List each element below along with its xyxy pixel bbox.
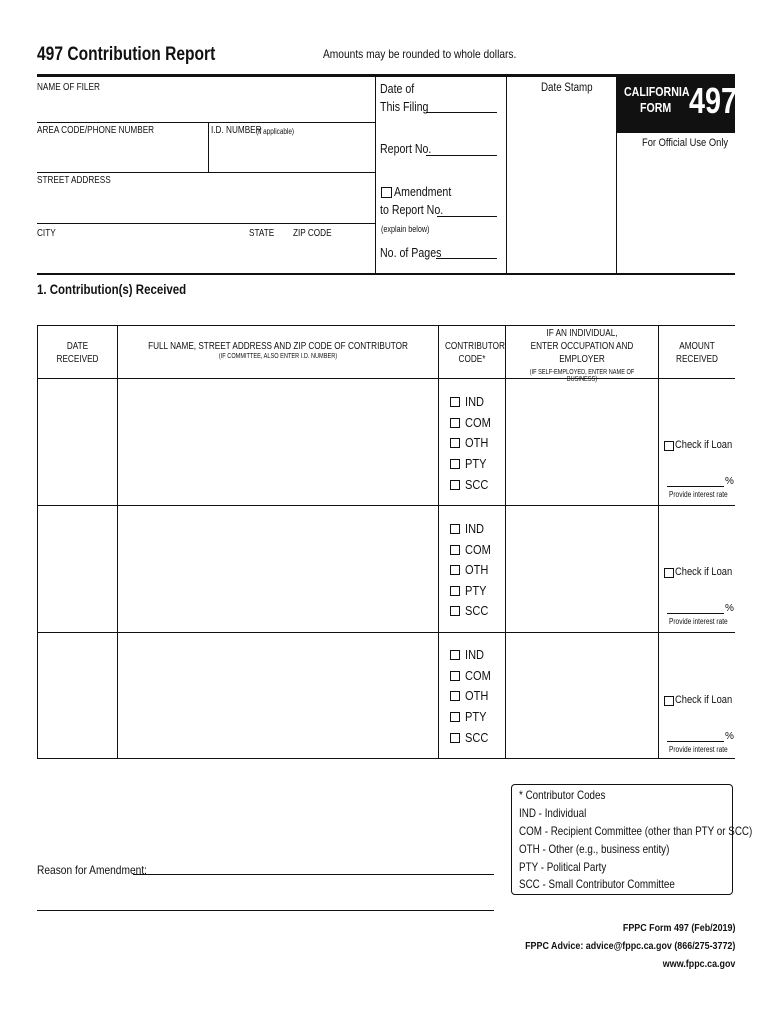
- report-number-input[interactable]: [426, 143, 497, 156]
- code-scc-label: SCC: [465, 603, 489, 618]
- col-header-amount: [666, 340, 728, 366]
- street-address-label: STREET ADDRESS: [37, 175, 111, 186]
- phone-field[interactable]: [37, 138, 206, 170]
- code-pty-label: PTY: [465, 583, 487, 598]
- percent-sign: %: [725, 603, 734, 614]
- california-label: CALIFORNIA: [624, 85, 690, 99]
- col-header-occupation-note: (IF SELF-EMPLOYED, ENTER NAME OF BUSINESS): [529, 369, 635, 383]
- report-number-label: Report No.: [380, 142, 432, 156]
- col-header-date: [45, 340, 110, 366]
- loan-checkbox[interactable]: [664, 568, 674, 578]
- loan-label: Check if Loan: [675, 694, 733, 706]
- code-scc-label: SCC: [465, 730, 489, 745]
- percent-sign: %: [725, 731, 734, 742]
- number-of-pages-label: No. of Pages: [380, 246, 442, 260]
- amendment-report-input[interactable]: [437, 204, 497, 217]
- code-ind-checkbox[interactable]: [450, 650, 460, 660]
- code-pty-checkbox[interactable]: [450, 459, 460, 469]
- date-of-filing-label-2: This Filing: [380, 100, 429, 114]
- legend-line-pty: PTY - Political Party: [519, 860, 607, 874]
- col-header-code-line: CODE*: [458, 354, 486, 365]
- col-header-occupation-line: ENTER OCCUPATION AND EMPLOYER: [530, 341, 634, 365]
- code-ind-label: IND: [465, 647, 485, 662]
- legend-line-oth: OTH - Other (e.g., business entity): [519, 842, 670, 856]
- code-pty-checkbox[interactable]: [450, 712, 460, 722]
- percent-sign: %: [725, 476, 734, 487]
- number-of-pages-input[interactable]: [436, 246, 497, 259]
- phone-label: AREA CODE/PHONE NUMBER: [37, 125, 155, 136]
- col-header-contributor: [118, 340, 438, 360]
- col-header-occupation-line: IF AN INDIVIDUAL,: [546, 328, 618, 339]
- form-title: 497 Contribution Report: [37, 44, 216, 65]
- amendment-checkbox[interactable]: [381, 187, 392, 198]
- footer-website: www.fppc.ca.gov: [662, 958, 735, 970]
- code-oth-checkbox[interactable]: [450, 691, 460, 701]
- amendment-label: Amendment: [394, 185, 452, 199]
- col-header-amount-line: RECEIVED: [676, 354, 718, 365]
- explain-below-note: (explain below): [381, 224, 430, 234]
- code-com-label: COM: [465, 668, 491, 683]
- code-scc-checkbox[interactable]: [450, 606, 460, 616]
- interest-rate-label: Provide interest rate: [669, 490, 728, 499]
- col-header-occupation: [506, 327, 658, 383]
- footer-form-id: FPPC Form 497 (Feb/2019): [622, 922, 735, 934]
- loan-checkbox[interactable]: [664, 696, 674, 706]
- form-label: FORM: [640, 101, 672, 115]
- contributor-info-cell[interactable]: [119, 507, 437, 631]
- id-number-label: I.D. NUMBER: [211, 125, 262, 136]
- col-header-date-line: RECEIVED: [56, 354, 99, 365]
- date-stamp-label: Date Stamp: [541, 82, 593, 94]
- bottom-rule: [37, 273, 735, 275]
- code-pty-label: PTY: [465, 456, 487, 471]
- id-number-field[interactable]: [210, 138, 373, 170]
- footer-advice: FPPC Advice: advice@fppc.ca.gov (866/275-3772): [524, 940, 735, 952]
- code-ind-checkbox[interactable]: [450, 524, 460, 534]
- divider: [37, 172, 375, 173]
- interest-rate-input[interactable]: [667, 476, 724, 487]
- contributor-info-cell[interactable]: [119, 380, 437, 504]
- code-oth-checkbox[interactable]: [450, 438, 460, 448]
- code-oth-label: OTH: [465, 435, 489, 450]
- filer-name-label: NAME OF FILER: [37, 82, 100, 93]
- legend-line-ind: IND - Individual: [519, 806, 587, 820]
- form-number: 497: [689, 80, 738, 121]
- id-number-note: (if applicable): [256, 127, 295, 136]
- city-state-zip-field[interactable]: [37, 241, 373, 271]
- col-divider: [658, 325, 659, 759]
- divider: [506, 76, 507, 274]
- zip-code-label: ZIP CODE: [293, 228, 332, 239]
- loan-label: Check if Loan: [675, 439, 733, 451]
- interest-rate-input[interactable]: [667, 603, 724, 614]
- interest-rate-input[interactable]: [667, 731, 724, 742]
- official-use-label: For Official Use Only: [642, 137, 729, 149]
- occupation-employer-cell[interactable]: [507, 634, 657, 757]
- code-oth-checkbox[interactable]: [450, 565, 460, 575]
- col-header-code: [444, 340, 505, 366]
- california-form-badge: [617, 76, 738, 133]
- code-com-checkbox[interactable]: [450, 671, 460, 681]
- occupation-employer-cell[interactable]: [507, 507, 657, 631]
- code-ind-label: IND: [465, 394, 485, 409]
- occupation-employer-cell[interactable]: [507, 380, 657, 504]
- table-bottom-rule: [37, 758, 735, 759]
- contributor-codes-legend: [511, 784, 753, 895]
- col-header-amount-line: AMOUNT: [679, 341, 715, 352]
- code-ind-label: IND: [465, 521, 485, 536]
- date-received-cell[interactable]: [39, 507, 116, 631]
- amendment-report-label: to Report No.: [380, 203, 444, 217]
- contributor-info-cell[interactable]: [119, 634, 437, 757]
- code-com-checkbox[interactable]: [450, 418, 460, 428]
- section-1-title: 1. Contribution(s) Received: [37, 282, 187, 297]
- code-oth-label: OTH: [465, 562, 489, 577]
- code-ind-checkbox[interactable]: [450, 397, 460, 407]
- code-pty-checkbox[interactable]: [450, 586, 460, 596]
- code-com-checkbox[interactable]: [450, 545, 460, 555]
- loan-checkbox[interactable]: [664, 441, 674, 451]
- code-scc-checkbox[interactable]: [450, 480, 460, 490]
- state-label: STATE: [249, 228, 275, 239]
- code-com-label: COM: [465, 415, 491, 430]
- col-header-date-line: DATE: [66, 341, 89, 352]
- code-scc-checkbox[interactable]: [450, 733, 460, 743]
- code-scc-label: SCC: [465, 477, 489, 492]
- code-oth-label: OTH: [465, 688, 489, 703]
- col-header-code-line: CONTRIBUTOR: [444, 341, 505, 352]
- interest-rate-label: Provide interest rate: [669, 745, 728, 754]
- date-received-cell[interactable]: [39, 634, 116, 757]
- code-pty-label: PTY: [465, 709, 487, 724]
- divider: [37, 122, 375, 123]
- col-divider: [438, 325, 439, 759]
- legend-line-com: COM - Recipient Committee (other than PTY or SCC): [519, 824, 753, 838]
- filer-name-field[interactable]: [37, 95, 373, 120]
- col-header-contributor-note: (IF COMMITTEE, ALSO ENTER I.D. NUMBER): [218, 353, 338, 360]
- date-of-filing-label: Date of: [380, 82, 415, 96]
- date-of-filing-input[interactable]: [426, 100, 497, 113]
- divider: [37, 223, 375, 224]
- col-header-contributor-line: FULL NAME, STREET ADDRESS AND ZIP CODE OF CONTRIBUTOR: [148, 341, 408, 352]
- amounts-note: Amounts may be rounded to whole dollars.: [323, 47, 517, 61]
- divider: [375, 76, 376, 274]
- loan-label: Check if Loan: [675, 566, 733, 578]
- legend-title: * Contributor Codes: [519, 788, 606, 802]
- reason-for-amendment-input[interactable]: [133, 862, 494, 875]
- street-address-field[interactable]: [37, 188, 373, 221]
- interest-rate-label: Provide interest rate: [669, 617, 728, 626]
- reason-for-amendment-input-line-2[interactable]: [37, 898, 494, 911]
- code-com-label: COM: [465, 542, 491, 557]
- date-received-cell[interactable]: [39, 380, 116, 504]
- city-label: CITY: [37, 228, 56, 239]
- legend-line-scc: SCC - Small Contributor Committee: [519, 877, 675, 891]
- reason-for-amendment-label: Reason for Amendment:: [37, 863, 147, 877]
